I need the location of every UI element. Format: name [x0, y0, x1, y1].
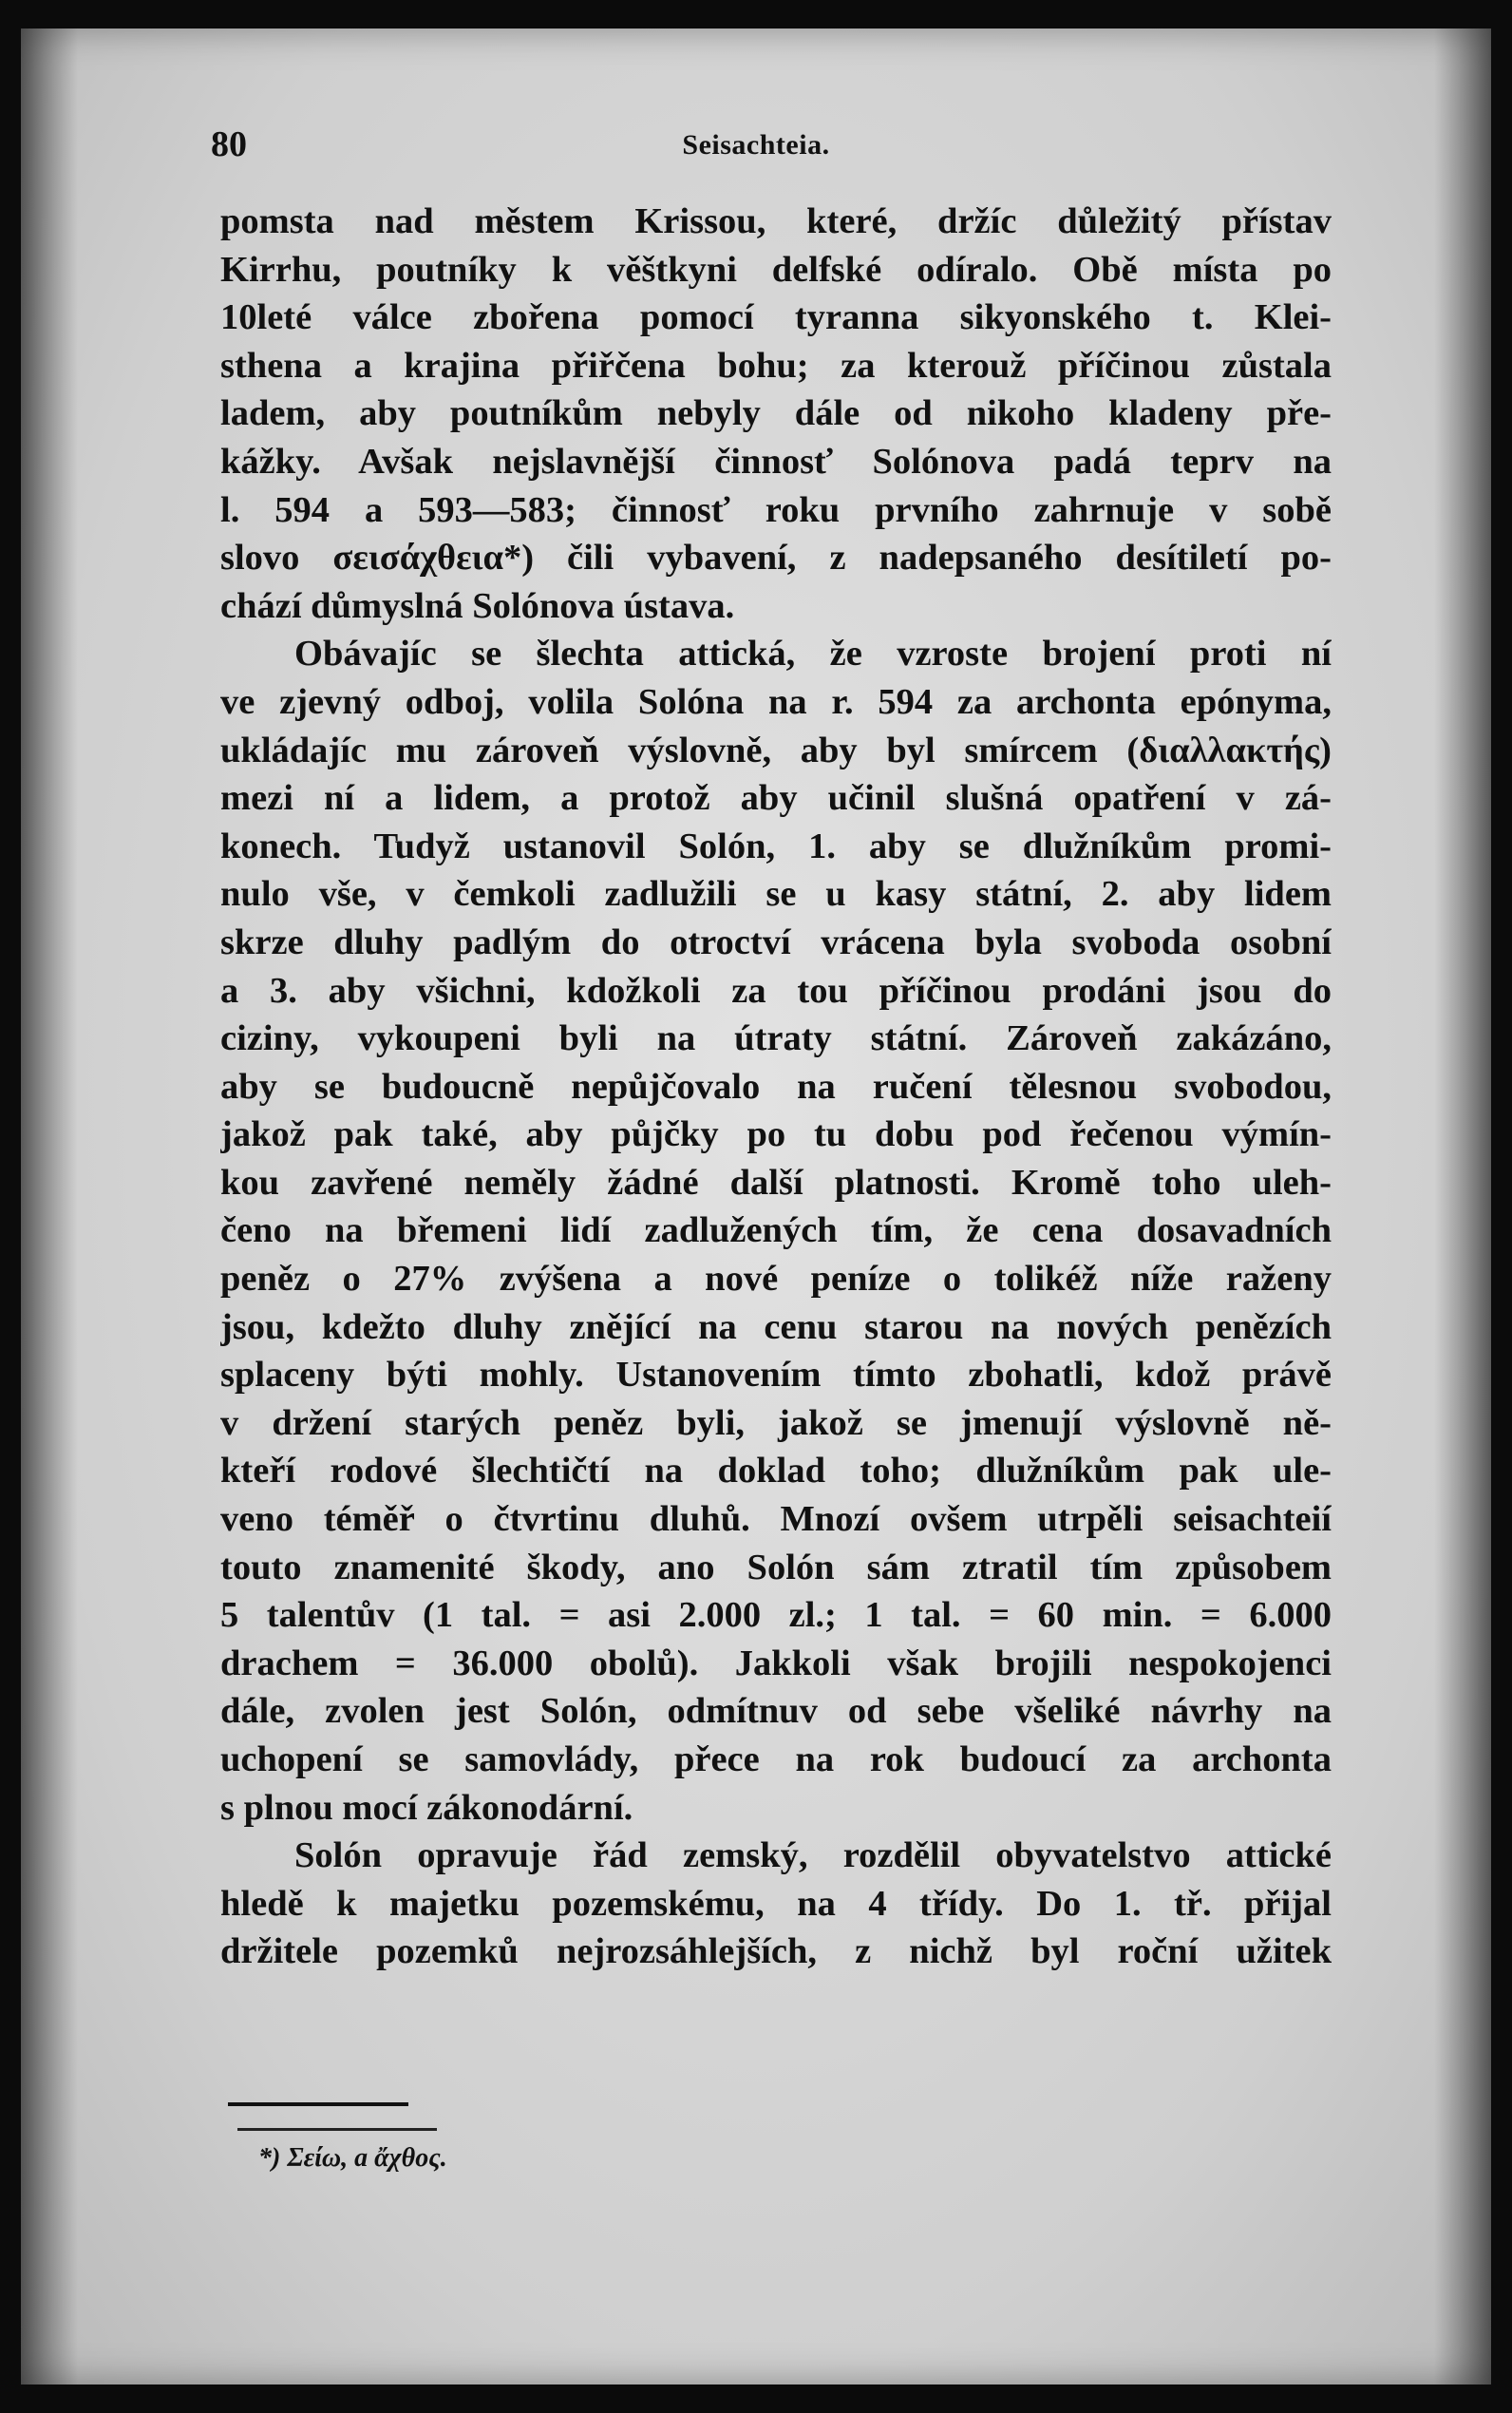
running-title: Seisachteia.: [682, 129, 830, 161]
text-line: držitele pozemků nejrozsáhlejších, z nichž byl roční užitek: [220, 1931, 1332, 1972]
text-line: ukládajíc mu zároveň výslovně, aby byl smírcem (διαλλακτής): [220, 730, 1332, 770]
text-line: nulo vše, v čemkoli zadlužili se u kasy státní, 2. aby lidem: [220, 874, 1332, 915]
text-line: ve zjevný odboj, volila Solóna na r. 594 za archonta epónyma,: [220, 681, 1332, 722]
text-line: pomsta nad městem Krissou, které, držíc důležitý přístav: [220, 201, 1332, 241]
text-line: konech. Tudyž ustanovil Solón, 1. aby se dlužníkům promi-: [220, 826, 1332, 866]
text-line: veno téměř o čtvrtinu dluhů. Mnozí ovšem utrpěli seisachteií: [220, 1499, 1332, 1540]
page-number: 80: [211, 124, 247, 164]
text-line: a 3. aby všichni, kdožkoli za tou příčinou prodáni jsou do: [220, 970, 1332, 1011]
text-line: drachem = 36.000 obolů). Jakkoli však brojili nespokojenci: [220, 1643, 1332, 1683]
footnote-rule: [228, 2102, 408, 2106]
page-shadow-left: [21, 28, 78, 2384]
text-line: ladem, aby poutníkům nebyly dále od nikoho kladeny pře-: [220, 393, 1332, 434]
text-line: sthena a krajina přiřčena bohu; za kterouž příčinou zůstala: [220, 345, 1332, 386]
text-line: l. 594 a 593—583; činnosť roku prvního zahrnuje v sobě: [220, 489, 1332, 530]
text-line: 10leté válce zbořena pomocí tyranna sikyonského t. Klei-: [220, 297, 1332, 338]
text-line: Kirrhu, poutníky k věštkyni delfské odíralo. Obě místa po: [220, 249, 1332, 290]
text-line: ciziny, vykoupeni byli na útraty státní. Zároveň zakázáno,: [220, 1018, 1332, 1059]
text-line: Solón opravuje řád zemský, rozdělil obyvatelstvo attické: [294, 1835, 1332, 1876]
text-line: 5 talentův (1 tal. = asi 2.000 zl.; 1 tal. = 60 min. = 6.000: [220, 1595, 1332, 1636]
text-line: splaceny býti mohly. Ustanovením tímto zbohatli, kdož právě: [220, 1355, 1332, 1396]
text-line: slovo σεισάχθεια*) čili vybavení, z nadepsaného desítiletí po-: [220, 538, 1332, 579]
text-line: jakož pak také, aby půjčky po tu dobu pod řečenou výmín-: [220, 1114, 1332, 1155]
page-shadow-right: [1434, 28, 1491, 2384]
text-line: dále, zvolen jest Solón, odmítnuv od sebe všeliké návrhy na: [220, 1691, 1332, 1732]
text-line: skrze dluhy padlým do otroctví vrácena byla svoboda osobní: [220, 922, 1332, 962]
text-line: kážky. Avšak nejslavnější činnosť Solónova padá teprv na: [220, 441, 1332, 482]
text-line: jsou, kdežto dluhy znějící na cenu starou na nových penězích: [220, 1306, 1332, 1347]
text-line: touto znamenité škody, ano Solón sám ztratil tím způsobem: [220, 1547, 1332, 1587]
text-line: v držení starých peněz byli, jakož se jmenují výslovně ně-: [220, 1402, 1332, 1443]
text-line: kteří rodové šlechtičtí na doklad toho; dlužníkům pak ule-: [220, 1451, 1332, 1492]
text-line: peněz o 27% zvýšena a nové peníze o tolikéž níže raženy: [220, 1259, 1332, 1300]
text-line: hledě k majetku pozemskému, na 4 třídy. Do 1. tř. přijal: [220, 1883, 1332, 1924]
footnote-rule-secondary: [237, 2128, 437, 2131]
text-line: Obávajíc se šlechta attická, že vzroste brojení proti ní: [294, 634, 1332, 674]
running-head: [190, 97, 1322, 164]
text-line: mezi ní a lidem, a protož aby učinil slušná opatření v zá-: [220, 778, 1332, 819]
text-line: aby se budoucně nepůjčovalo na ručení tělesnou svobodou,: [220, 1066, 1332, 1107]
body-text: [220, 198, 1332, 1976]
text-line: uchopení se samovlády, přece na rok budoucí za archonta: [220, 1739, 1332, 1779]
text-line: kou zavřené neměly žádné další platnosti. Kromě toho uleh-: [220, 1162, 1332, 1203]
text-line: chází důmyslná Solónova ústava.: [220, 585, 735, 626]
footnote: *) Σείω, a ἄχθος.: [258, 2143, 447, 2173]
text-line: čeno na břemeni lidí zadlužených tím, že cena dosavadních: [220, 1210, 1332, 1251]
text-line: s plnou mocí zákonodární.: [220, 1787, 633, 1828]
